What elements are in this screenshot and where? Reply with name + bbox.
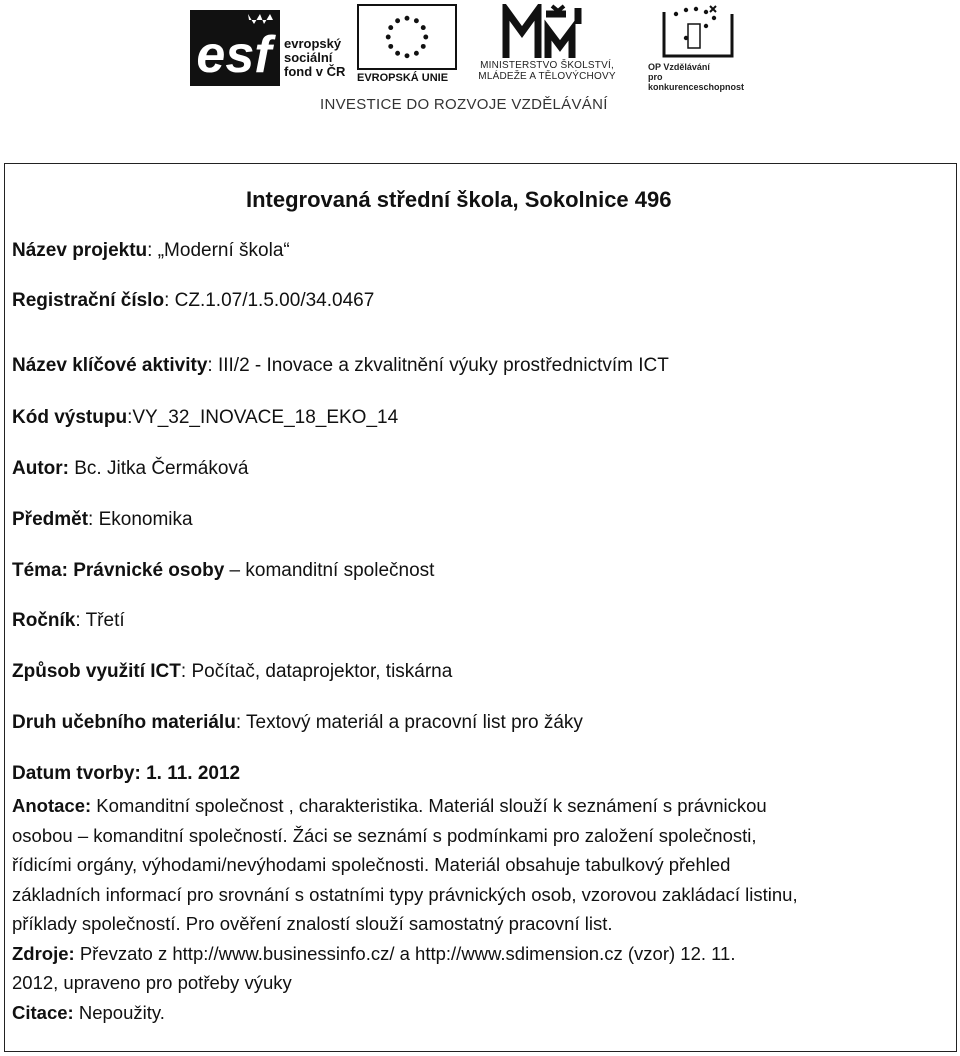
esf-logo: [190, 4, 350, 86]
field-label: Téma: Právnické osoby: [12, 560, 225, 581]
msmt-logo: [462, 4, 632, 88]
citace-value: Nepoužity.: [73, 1001, 165, 1023]
field-projekt: Název projektu: „Moderní škola“: [12, 240, 290, 261]
investice-slogan: INVESTICE DO ROZVOJE VZDĚLÁVÁNÍ: [320, 96, 608, 113]
citace-line: [12, 998, 942, 1028]
op-vk-mark-icon: [650, 4, 740, 60]
field-value: VY_32_INOVACE_18_EKO_14: [132, 407, 399, 428]
field-label: Kód výstupu: [12, 407, 128, 428]
logo-banner: [0, 0, 960, 118]
field-datum-tvorby: Datum tvorby: 1. 11. 2012: [12, 763, 241, 784]
anotace-line: řídicími orgány, výhodami/nevýhodami společnosti. Materiál obsahuje tabulkový přehled: [12, 854, 731, 875]
anotace-line: Anotace: Komanditní společnost , charakteristika. Materiál slouží k seznámení s právnickou: [12, 795, 767, 816]
field-value: Třetí: [85, 610, 125, 631]
eu-flag-icon: [357, 4, 457, 70]
field-label: Autor:: [12, 458, 69, 479]
field-label: Druh učebního materiálu: [12, 712, 236, 733]
field-label: Registrační číslo: [12, 290, 165, 311]
field-autor: [12, 457, 248, 481]
zdroje-line: Zdroje: Převzato z http://www.businessinfo.cz/ a http://www.sdimension.cz (vzor) 12. 11.: [12, 942, 736, 964]
field-druh-materialu: Druh učebního materiálu: Textový materiál a pracovní list pro žáky: [12, 712, 583, 733]
field-value: Ekonomika: [98, 509, 193, 530]
field-label: Předmět: [12, 509, 89, 530]
field-kod-vystupu: Kód výstupu:VY_32_INOVACE_18_EKO_14: [12, 407, 399, 428]
anotace-line: základních informací pro srovnání s ostatními typy právnických osob, vzorovou zakládací listinu,: [12, 883, 798, 905]
zdroje-line: 2012, upraveno pro potřeby výuky: [12, 972, 292, 993]
citace-label: Citace:: [12, 1001, 74, 1023]
field-value: „Moderní škola“: [157, 240, 290, 261]
field-value: Bc. Jitka Čermáková: [68, 458, 249, 479]
field-value: – komanditní společnost: [224, 560, 435, 581]
field-value: CZ.1.07/1.5.00/34.0467: [174, 290, 375, 311]
op-vk-logo: [630, 4, 750, 92]
field-value: Počítač, dataprojektor, tiskárna: [191, 661, 453, 682]
eu-logo: [357, 4, 457, 86]
anotace-label: Anotace:: [12, 795, 92, 816]
anotace-line: osobou – komanditní společností. Žáci se seznámí s podmínkami pro založení společnosti,: [12, 824, 757, 846]
msmt-label: MINISTERSTVO ŠKOLSTVÍ, MLÁDEŽE A TĚLOVÝCHOVY: [478, 60, 616, 82]
anotace-block: [12, 791, 942, 1027]
field-rocnik: Ročník: Třetí: [12, 610, 125, 631]
field-label: Název projektu: [12, 240, 148, 261]
field-registracni-cislo: Registrační číslo: CZ.1.07/1.5.00/34.0467: [12, 290, 375, 311]
esf-mark-icon: [190, 10, 280, 86]
field-label: Název klíčové aktivity: [12, 355, 208, 376]
school-title: Integrovaná střední škola, Sokolnice 496: [246, 187, 672, 212]
field-tema: [12, 559, 434, 583]
anotace-line: příklady společností. Pro ověření znalostí slouží samostatný pracovní list.: [12, 913, 613, 934]
field-value: Textový materiál a pracovní list pro žáky: [246, 712, 583, 733]
field-klicova-aktivita: Název klíčové aktivity: III/2 - Inovace a zkvalitnění výuky prostřednictvím ICT: [12, 355, 669, 376]
op-vk-label: OP Vzdělávání pro konkurenceschopnost: [648, 62, 745, 92]
svg-text:esf: esf: [196, 26, 272, 84]
field-label: Způsob využití ICT: [12, 661, 181, 682]
esf-label: evropský sociální fond v ČR: [284, 36, 346, 79]
field-label: Ročník: [12, 610, 76, 631]
field-zpusob-vyuziti-ict: Způsob využití ICT: Počítač, dataprojektor, tiskárna: [12, 661, 453, 682]
eu-label: EVROPSKÁ UNIE: [357, 72, 449, 84]
msmt-mark-icon: [502, 4, 586, 60]
zdroje-label: Zdroje:: [12, 942, 75, 964]
field-predmet: Předmět: Ekonomika: [12, 509, 193, 530]
field-value: III/2 - Inovace a zkvalitnění výuky prostřednictvím ICT: [217, 355, 669, 376]
